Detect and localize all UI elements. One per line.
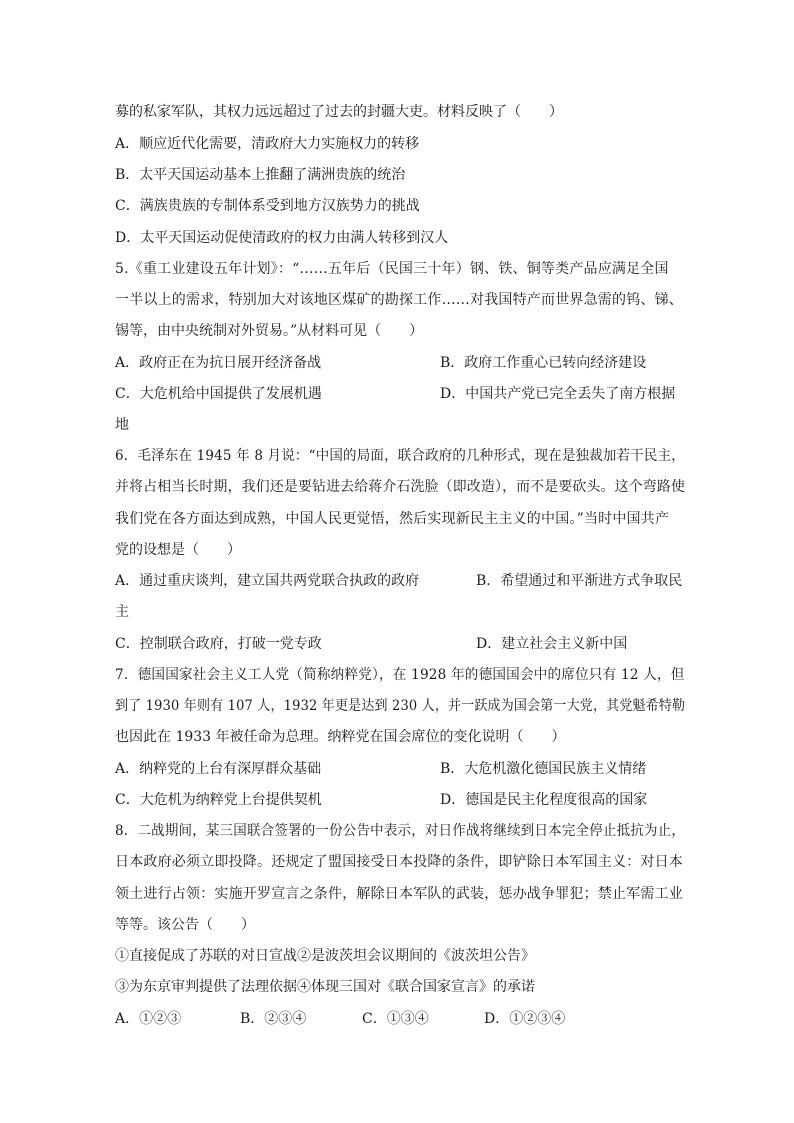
q4-option-d: D．太平天国运动促使清政府的权力由满人转移到汉人 (115, 230, 449, 246)
q7-stem-line-2: 到了 1930 年则有 107 人，1932 年更是达到 230 人，并一跃成为国会第一大党，其党魁希特勒 (115, 698, 686, 714)
q4-option-a: A．顺应近代化需要，清政府大力实施权力的转移 (115, 136, 420, 152)
q6-option-b-wrap: 主 (115, 604, 129, 620)
q4-option-b: B．太平天国运动基本上推翻了满洲贵族的统治 (115, 167, 406, 183)
q5-stem-line-2: 一半以上的需求，特别加大对该地区煤矿的勘探工作……对我国特产而世界急需的钨、锑、 (115, 292, 683, 308)
q5-option-b: B．政府工作重心已转向经济建设 (440, 355, 647, 371)
q5-option-a: A．政府正在为抗日展开经济备战 (115, 355, 322, 371)
q6-stem-line-3: 我们党在各方面达到成熟，中国人民更觉悟，然后实现新民主主义的中国。”当时中国共产 (115, 511, 670, 527)
q4-stem-tail: 募的私家军队，其权力远远超过了过去的封疆大吏。材料反映了（ ） (115, 104, 563, 120)
q6-stem-line-1: 6．毛泽东在 1945 年 8 月说：“中国的局面，联合政府的几种形式，现在是独裁加若干民主， (115, 448, 685, 464)
q8-stem-line-2: 日本政府必须立即投降。还规定了盟国接受日本投降的条件，即铲除日本军国主义：对日本 (115, 854, 683, 870)
q4-option-c: C．满族贵族的专制体系受到地方汉族势力的挑战 (115, 198, 420, 214)
q8-option-a: A．①②③ (115, 1011, 182, 1027)
q5-option-d: D．中国共产党已完全丢失了南方根据 (440, 386, 676, 402)
q5-stem-line-1: 5.《重工业建设五年计划》：“……五年后（民国三十年）钢、铁、铜等类产品应满足全国 (115, 261, 669, 277)
q8-option-b: B．②③④ (240, 1011, 307, 1027)
q8-statements-line-1: ①直接促成了苏联的对日宣战②是波茨坦会议期间的《波茨坦公告》 (115, 948, 535, 964)
q8-option-c: C．①③④ (362, 1011, 429, 1027)
q6-stem-line-2: 并将占相当长时期，我们还是要钻进去给蒋介石洗脸（即改造），而不是要砍头。这个弯路使 (115, 479, 686, 495)
q6-option-c: C．控制联合政府，打破一党专政 (115, 636, 322, 652)
q6-option-d: D．建立社会主义新中国 (476, 636, 628, 652)
q6-option-a: A．通过重庆谈判，建立国共两党联合执政的政府 (115, 573, 420, 589)
q8-stem-line-1: 8．二战期间，某三国联合签署的一份公告中表示，对日作战将继续到日本完全停止抵抗为止， (115, 823, 686, 839)
q6-option-b: B．希望通过和平渐进方式争取民 (476, 573, 683, 589)
q5-option-d-wrap: 地 (115, 417, 129, 433)
q8-statements-line-2: ③为东京审判提供了法理依据④体现三国对《联合国家宣言》的承诺 (115, 979, 535, 995)
q7-option-d: D．德国是民主化程度很高的国家 (440, 792, 648, 808)
q7-option-c: C．大危机为纳粹党上台提供契机 (115, 792, 322, 808)
q5-option-c: C．大危机给中国提供了发展机遇 (115, 386, 322, 402)
q5-stem-line-3: 锡等，由中央统制对外贸易。”从材料可见（ ） (115, 323, 424, 339)
q8-stem-line-3: 领土进行占领：实施开罗宣言之条件，解除日本军队的武装，惩办战争罪犯；禁止军需工业 (115, 886, 683, 902)
q8-stem-line-4: 等等。该公告（ ） (115, 917, 255, 933)
q8-option-d: D．①②③④ (484, 1011, 566, 1027)
q7-stem-line-1: 7．德国国家社会主义工人党（简称纳粹党），在 1928 年的德国国会中的席位只有 12 人，但 (115, 667, 685, 683)
q7-stem-line-3: 也因此在 1933 年被任命为总理。纳粹党在国会席位的变化说明（ ） (115, 729, 566, 745)
q7-option-a: A．纳粹党的上台有深厚群众基础 (115, 761, 322, 777)
q6-stem-line-4: 党的设想是（ ） (115, 542, 241, 558)
q7-option-b: B．大危机激化德国民族主义情绪 (440, 761, 647, 777)
